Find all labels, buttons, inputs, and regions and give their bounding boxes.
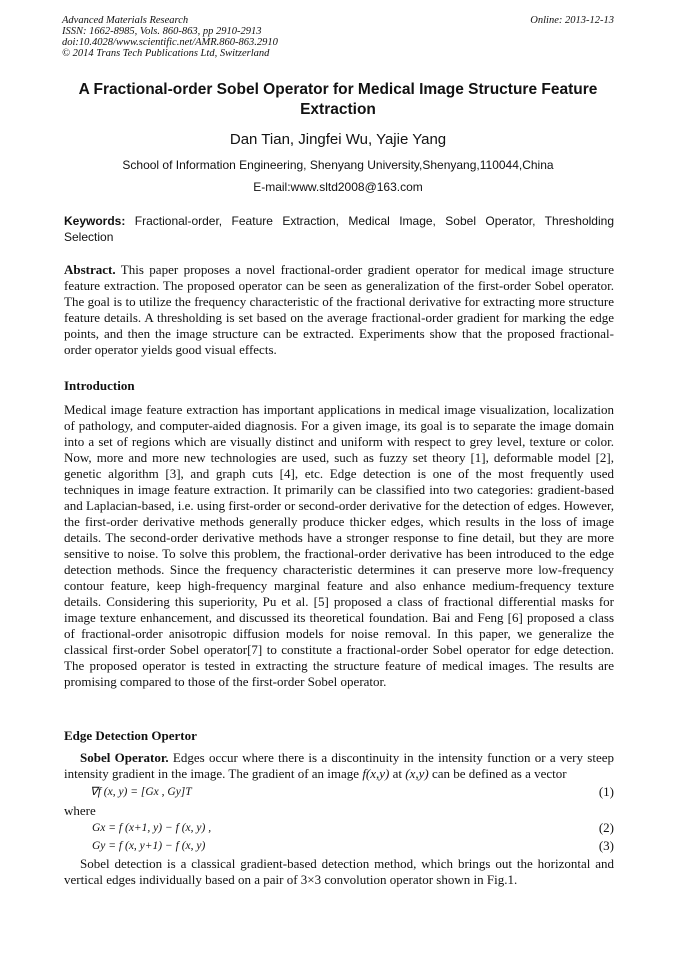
sobel-text-2: at — [389, 766, 406, 781]
equation-2 — [64, 820, 614, 836]
equation-3-number: (3) — [598, 838, 614, 853]
affiliation: School of Information Engineering, Shenyang University,Shenyang,110044,China — [122, 158, 554, 172]
doi-line: doi:10.4028/www.scientific.net/AMR.860-863.2910 — [62, 37, 278, 48]
sobel-text-1: Edges occur where there is a discontinuity in the intensity function or a very steep intensity gradient in the image. The gradient of an image — [64, 750, 614, 781]
sobel-detection-paragraph: Sobel detection is a classical gradient-based detection method, which brings out the horizontal and vertical edges individually based on a pair of 3×3 convolution operator shown in Fig.1. — [64, 856, 614, 887]
sobel-label: Sobel Operator. — [80, 750, 169, 765]
sobel-paragraph — [64, 750, 614, 782]
abstract-label: Abstract. — [64, 262, 116, 277]
fxy-symbol: f(x,y) — [362, 766, 390, 781]
equation-2-expr: Gx = f (x+1, y) − f (x, y) , — [92, 822, 212, 834]
journal-header — [62, 15, 278, 59]
keywords-block — [64, 213, 614, 245]
equation-1-number: (1) — [598, 784, 614, 799]
equation-1 — [64, 784, 614, 800]
equation-1-expr: ∇f (x, y) = [Gx , Gy]T — [90, 786, 192, 798]
issn-line: ISSN: 1662-8985, Vols. 860-863, pp 2910-2913 — [62, 26, 262, 37]
keywords-label: Keywords: — [64, 214, 126, 228]
online-date: Online: 2013-12-13 — [530, 15, 614, 26]
keywords-text: Fractional-order, Feature Extraction, Medical Image, Sobel Operator, Thresholding Selection — [64, 214, 614, 244]
xy-symbol: (x,y) — [405, 766, 429, 781]
paper-title: A Fractional-order Sobel Operator for Medical Image Structure Feature Extraction — [78, 81, 598, 118]
edge-detection-heading: Edge Detection Opertor — [64, 728, 197, 743]
introduction-text: Medical image feature extraction has important applications in medical image visualization, localization of pathology, and computer-aided diagnosis. For a given image, its goal is to separate the image domain into a set of regions which are visually distinct and uniform with respect to grey level, texture or color. Now, more and more new technologies are used, such as fuzzy set theory [1], deformable model [2], genetic algorithm [3], and graph cuts [4], etc. Edge detection is one of the most frequently used techniques in image feature extraction. It primarily can be classified into two categories: gradient-based and Laplacian-based, i.e. using first-order or second-order derivative for the detection of edges. However, the first-order derivative methods generally produce thicker edges, which results in the loss of image details. The second-order derivative methods have a stronger response to fine detail, but they are more sensitive to noise. To solve this problem, the fractional-order derivative has been introduced to the edge detection methods. Since the frequency characteristic determines it can preserve more low-frequency contour feature, keep high-frequency marginal feature and also enhance medium-frequency texture details. Considering this superiority, Pu et al. [5] proposed a class of fractional differential masks for image texture enhancement, and discussed its theoretical foundation. Bai and Feng [6] proposed a class of fractional-order anisotropic diffusion models for noise removal. In this paper, we generalize the classical first-order Sobel operator[7] to constitute a fractional-order Sobel operator for edge detection. The proposed operator is tested in extracting the structure feature of medical images. The results are promising compared to those of the first-order Sobel operator. — [64, 402, 614, 689]
introduction-heading: Introduction — [64, 378, 135, 393]
equation-3-expr: Gy = f (x, y+1) − f (x, y) — [92, 840, 206, 852]
equation-2-number: (2) — [598, 820, 614, 835]
author-list: Dan Tian, Jingfei Wu, Yajie Yang — [229, 131, 447, 148]
author-email: E-mail:www.sltd2008@163.com — [253, 180, 423, 194]
journal-name: Advanced Materials Research — [62, 15, 189, 26]
sobel-text-3: can be defined as a vector — [428, 766, 567, 781]
abstract-text: This paper proposes a novel fractional-order gradient operator for medical image structure feature extraction. The proposed operator can be seen as generalization of the first-order Sobel operator. The goal is to utilize the frequency characteristic of the fractional derivative for extracting more structure feature details. A thresholding is set based on the average fractional-order gradient for marking the edge points, and then the image structure can be extracted. Experiments show that the proposed fractional-order operator yields good visual effects. — [64, 262, 614, 357]
equation-3 — [64, 838, 614, 854]
copyright-line: © 2014 Trans Tech Publications Ltd, Switzerland — [62, 48, 270, 59]
where-label: where — [64, 803, 96, 818]
abstract-block — [64, 262, 614, 358]
